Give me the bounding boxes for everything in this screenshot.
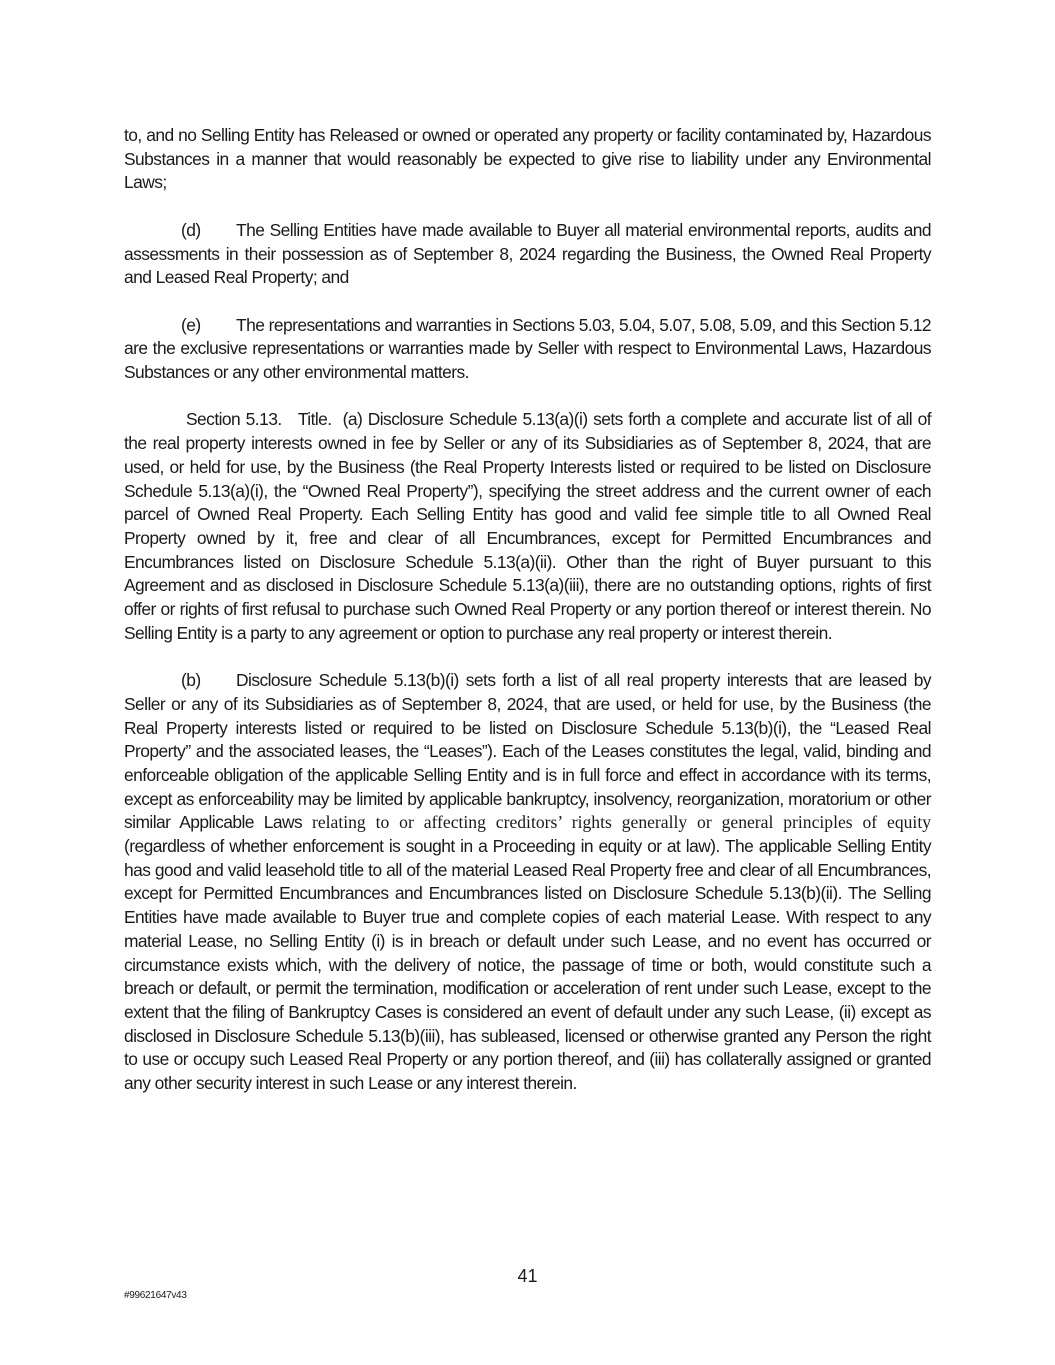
- section-5-13-paragraph-a: [124, 408, 931, 645]
- paragraph-text-serif-part: relating to or affecting creditors’ rights generally or general principles of equity: [302, 812, 932, 833]
- paragraph-label: (d): [181, 219, 201, 240]
- paragraph-text-part-2: (regardless of whether enforcement is sought in a Proceeding in equity or at law). The applicable Selling Entity has good and valid leasehold title to all of the material Leased Real Property free and clear of all Encumbrances, except for Permitted Encumbrances and Encumbrances listed on Disclosure Schedule 5.13(b)(ii). The Selling Entities have made available to Buyer true and complete copies of each material Lease. With respect to any material Lease, no Selling Entity (i) is in breach or default under such Lease, and no event has occurred or circumstance exists which, with the delivery of notice, the passage of time or both, would constitute such a breach or default, or permit the termination, modification or acceleration of rent under such Lease, except to the extent that the filing of Bankruptcy Cases is considered an event of default under any such Lease, (ii) except as disclosed in Disclosure Schedule 5.13(b)(iii), has subleased, licensed or otherwise granted any Person the right to use or occupy such Leased Real Property or any portion thereof, and (iii) has collaterally assigned or granted any other security interest in such Lease or any interest therein.: [124, 836, 931, 1094]
- paragraph-label: (e): [181, 314, 201, 335]
- document-id: #99621647v43: [124, 1290, 187, 1301]
- paragraph-b: [124, 669, 931, 1096]
- paragraph-text: The representations and warranties in Sections 5.03, 5.04, 5.07, 5.08, 5.09, and this Section 5.12 are the exclusive representations or warranties made by Seller with respect to Environmental Laws, Hazardous Substances or any other environmental matters.: [124, 314, 931, 382]
- paragraph-text: (a) Disclosure Schedule 5.13(a)(i) sets forth a complete and accurate list of all of the real property interests owned in fee by Seller or any of its Subsidiaries as of September 8, 2024, that are used, or held for use, by the Business (the Real Property Interests listed or required to be listed on Disclosure Schedule 5.13(a)(i), the “Owned Real Property”), specifying the street address and the current owner of each parcel of Owned Real Property. Each Selling Entity has good and valid fee simple title to all Owned Real Property owned by it, free and clear of all Encumbrances, except for Permitted Encumbrances and Encumbrances listed on Disclosure Schedule 5.13(a)(ii). Other than the right of Buyer pursuant to this Agreement and as disclosed in Disclosure Schedule 5.13(a)(iii), there are no outstanding options, rights of first offer or rights of first refusal to purchase such Owned Real Property or any portion thereof or interest therein. No Selling Entity is a party to any agreement or option to purchase any real property or interest therein.: [124, 409, 931, 643]
- document-page: [124, 124, 931, 1119]
- paragraph-continuation: to, and no Selling Entity has Released or owned or operated any property or facility contaminated by, Hazardous Substances in a manner that would reasonably be expected to give rise to liability under any Environmental Laws;: [124, 125, 931, 193]
- page-number: 41: [517, 1266, 538, 1286]
- paragraph-text: The Selling Entities have made available to Buyer all material environmental reports, audits and assessments in their possession as of September 8, 2024 regarding the Business, the Owned Real Property and Leased Real Property; and: [124, 219, 931, 288]
- paragraph-e: [124, 314, 931, 385]
- paragraph-d: [124, 219, 931, 290]
- section-heading: Section 5.13.: [186, 409, 282, 430]
- paragraph-label: (b): [181, 670, 201, 691]
- section-title: Title.: [297, 409, 332, 430]
- paragraph-text-part-1: Disclosure Schedule 5.13(b)(i) sets forth a list of all real property interests that are leased by Seller or any of its Subsidiaries as of September 8, 2024, that are used, or held for use, by the Business (the Real Property interests listed or required to be listed on Disclosure Schedule 5.13(b)(i), the “Leased Real Property” and the associated leases, the “Leases”). Each of the Leases constitutes the legal, valid, binding and enforceable obligation of the applicable Selling Entity and is in full force and effect in accordance with its terms, except as enforceability may be limited by applicable bankruptcy, insolvency, reorganization, moratorium or other similar Applicable Laws: [124, 670, 931, 833]
